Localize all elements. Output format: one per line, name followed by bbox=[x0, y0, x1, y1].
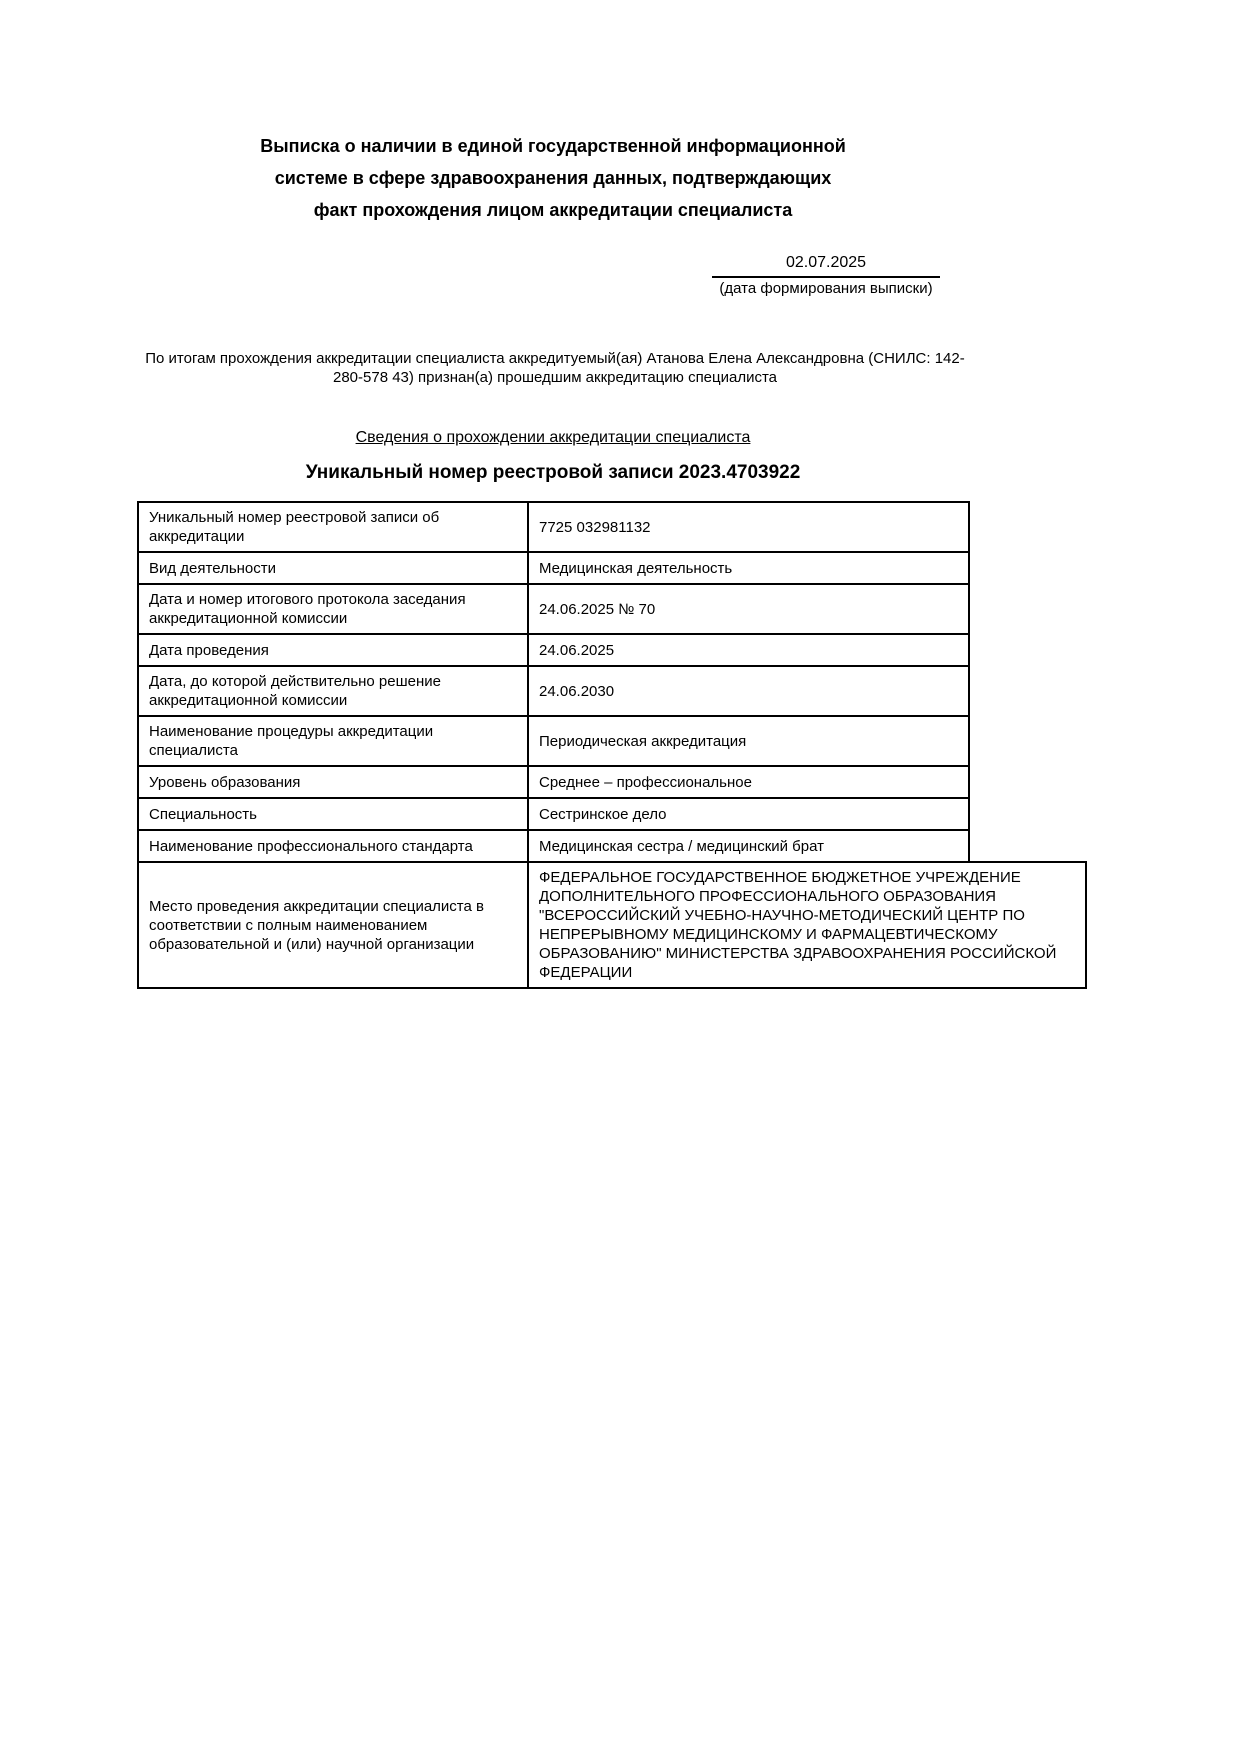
row-value: Медицинская деятельность bbox=[539, 559, 733, 577]
row-value: 24.06.2025 № 70 bbox=[539, 600, 656, 618]
row-value: Медицинская сестра / медицинский брат bbox=[539, 837, 824, 855]
row-label: Дата и номер итогового протокола заседания аккредитационной комиссии bbox=[139, 585, 529, 633]
table-row bbox=[137, 715, 970, 767]
table-row bbox=[137, 583, 970, 635]
table-row bbox=[137, 797, 970, 831]
row-label: Дата, до которой действительно решение аккредитационной комиссии bbox=[139, 667, 529, 715]
table-row bbox=[137, 665, 970, 717]
table-row bbox=[137, 633, 970, 667]
row-label: Наименование профессионального стандарта bbox=[139, 831, 529, 861]
row-label: Дата проведения bbox=[139, 635, 529, 665]
row-value: 7725 032981132 bbox=[539, 518, 651, 536]
row-label: Уникальный номер реестровой записи об аккредитации bbox=[139, 503, 529, 551]
row-label: Уровень образования bbox=[139, 767, 529, 797]
row-value: Периодическая аккредитация bbox=[539, 732, 747, 750]
row-label: Наименование процедуры аккредитации специалиста bbox=[139, 717, 529, 765]
table-row bbox=[137, 829, 970, 863]
generation-date: 02.07.2025 bbox=[712, 252, 940, 278]
row-value: 24.06.2025 bbox=[539, 641, 615, 659]
row-label: Специальность bbox=[139, 799, 529, 829]
row-value: ФЕДЕРАЛЬНОЕ ГОСУДАРСТВЕННОЕ БЮДЖЕТНОЕ УЧРЕЖДЕНИЕ ДОПОЛНИТЕЛЬНОГО ПРОФЕССИОНАЛЬНОГО ОБРАЗОВАНИЯ "ВСЕРОССИЙСКИЙ УЧЕБНО-НАУЧНО-МЕТОДИЧЕСКИЙ ЦЕНТР ПО НЕПРЕРЫВНОМУ МЕДИЦИНСКОМУ И ФАРМАЦЕВТИЧЕСКОМУ ОБРАЗОВАНИЮ" МИНИСТЕРСТВА ЗДРАВООХРАНЕНИЯ РОССИЙСКОЙ ФЕДЕРАЦИИ bbox=[539, 869, 1057, 981]
row-value: Среднее – профессиональное bbox=[539, 773, 752, 791]
row-value: Сестринское дело bbox=[539, 805, 667, 823]
generation-date-block bbox=[712, 252, 940, 299]
document-title: Выписка о наличии в единой государственной информационной системе в сфере здравоохранения данных, подтверждающих факт прохождения лицом аккредитации специалиста bbox=[260, 136, 846, 220]
intro-paragraph: По итогам прохождения аккредитации специалиста аккредитуемый(ая) Атанова Елена Александровна (СНИЛС: 142-280-578 43) признан(а) прошедшим аккредитацию специалиста bbox=[145, 350, 965, 386]
generation-date-caption: (дата формирования выписки) bbox=[719, 280, 933, 297]
row-label: Вид деятельности bbox=[139, 553, 529, 583]
section-heading: Сведения о прохождении аккредитации специалиста bbox=[355, 429, 751, 446]
row-value: 24.06.2030 bbox=[539, 682, 615, 700]
table-row bbox=[137, 501, 970, 553]
row-label: Место проведения аккредитации специалиста в соответствии с полным наименованием образовательной и (или) научной организации bbox=[139, 863, 529, 987]
registry-heading: Уникальный номер реестровой записи 2023.4703922 bbox=[305, 462, 801, 483]
table-row bbox=[137, 551, 970, 585]
accreditation-table bbox=[137, 501, 1240, 989]
table-row bbox=[137, 861, 1087, 989]
table-row bbox=[137, 765, 970, 799]
